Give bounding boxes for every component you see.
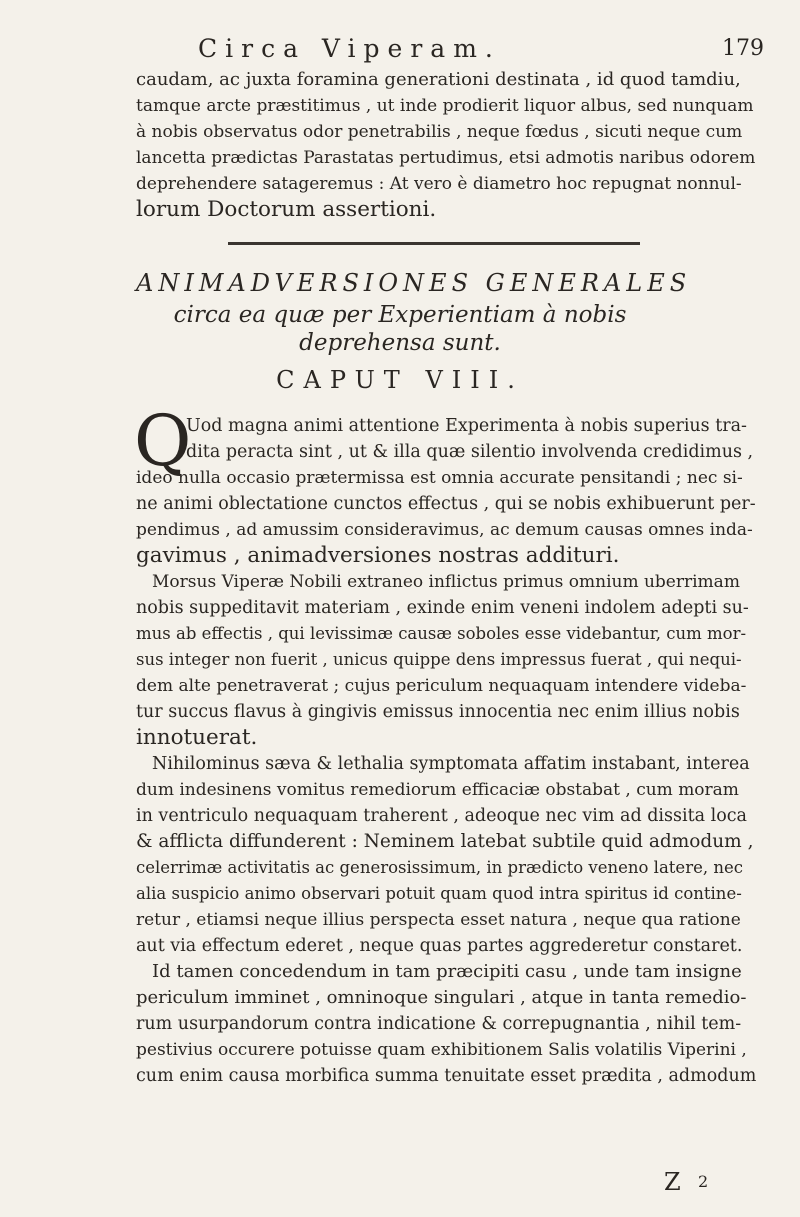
text-line: innotuerat.	[136, 725, 258, 750]
catchword: Z	[664, 1168, 681, 1196]
text-line: periculum imminet , omninoque singulari , atque in tanta remedio-	[136, 987, 747, 1008]
text-line: dita peracta sint , ut & illa quæ silentio involvenda credidimus ,	[186, 442, 754, 462]
chapter-heading: CAPUT VIII.	[276, 366, 524, 394]
text-line: in ventriculo nequaquam traherent , adeoque nec vim ad dissita loca	[136, 806, 747, 826]
text-line: deprehendere satageremus : At vero è diametro hoc repugnat nonnul-	[136, 174, 742, 194]
section-subheading: circa ea quæ per Experientiam à nobis	[173, 302, 627, 328]
page-number: 179	[722, 36, 764, 61]
text-line: lorum Doctorum assertioni.	[136, 197, 437, 222]
running-title: Circa Viperam.	[198, 34, 501, 63]
text-line: rum usurpandorum contra indicatione & correpugnantia , nihil tem-	[136, 1014, 742, 1034]
text-line: pendimus , ad amussim consideravimus, ac demum causas omnes inda-	[136, 520, 753, 540]
text-line: ne animi oblectatione cunctos effectus , qui se nobis exhibuerunt per-	[136, 494, 756, 514]
text-line: dem alte penetraverat ; cujus periculum nequaquam intendere videba-	[136, 676, 747, 696]
text-line: dum indesinens vomitus remediorum efficaciæ obstabat , cum moram	[136, 780, 739, 800]
section-rule	[228, 242, 640, 245]
section-subheading: deprehensa sunt.	[299, 330, 501, 356]
text-line: tur succus flavus à gingivis emissus innocentia nec enim illius nobis	[136, 702, 740, 722]
text-line: tamque arcte præstitimus , ut inde prodierit liquor albus, sed nunquam	[136, 96, 754, 116]
drop-initial: Q	[134, 400, 192, 482]
text-line: gavimus , animadversiones nostras addituri.	[136, 543, 620, 568]
text-line: pestivius occurere potuisse quam exhibitionem Salis volatilis Viperini ,	[136, 1040, 747, 1060]
text-line: Uod magna animi attentione Experimenta à nobis superius tra-	[186, 416, 747, 436]
text-line: alia suspicio animo observari potuit quam quod intra spiritus id contine-	[136, 884, 742, 903]
text-line: cum enim causa morbifica summa tenuitate esset prædita , admodum	[136, 1066, 757, 1086]
text-line: ideo nulla occasio prætermissa est omnia accurate pensitandi ; nec si-	[136, 468, 743, 488]
text-line: mus ab effectis , qui levissimæ causæ soboles esse videbantur, cum mor-	[136, 624, 747, 643]
text-line: Id tamen concedendum in tam præcipiti casu , unde tam insigne	[152, 961, 742, 982]
text-line: Morsus Viperæ Nobili extraneo inflictus primus omnium uberrimam	[152, 572, 740, 592]
text-line: nobis suppeditavit materiam , exinde enim veneni indolem adepti su-	[136, 598, 749, 618]
section-heading: ANIMADVERSIONES GENERALES	[136, 269, 692, 297]
text-line: retur , etiamsi neque illius perspecta esset natura , neque qua ratione	[136, 910, 741, 930]
text-line: celerrimæ activitatis ac generosissimum, in prædicto veneno latere, nec	[136, 858, 743, 877]
text-line: & afflicta diffunderent : Neminem latebat subtile quid admodum ,	[136, 831, 754, 852]
text-line: aut via effectum ederet , neque quas partes aggrederetur constaret.	[136, 936, 743, 956]
text-line: à nobis observatus odor penetrabilis , neque fœdus , sicuti neque cum	[136, 122, 743, 142]
text-line: Nihilominus sæva & lethalia symptomata affatim instabant, interea	[152, 754, 750, 774]
text-line: lancetta prædictas Parastatas pertudimus, etsi admotis naribus odorem	[136, 148, 756, 168]
running-head	[0, 34, 800, 64]
text-line: sus integer non fuerit , unicus quippe dens impressus fuerat , qui nequi-	[136, 650, 742, 669]
text-line: caudam, ac juxta foramina generationi destinata , id quod tamdiu,	[136, 69, 741, 90]
signature-mark: 2	[698, 1172, 709, 1191]
